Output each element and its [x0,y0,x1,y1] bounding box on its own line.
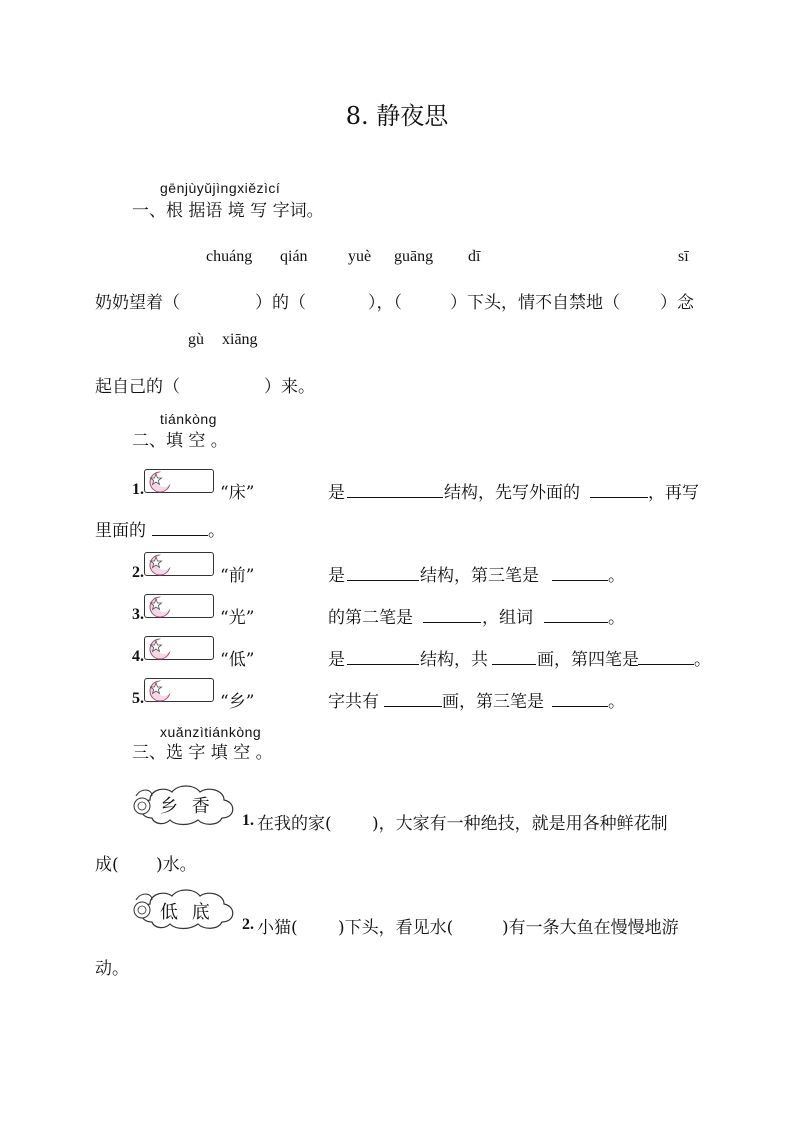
item3-blank-2[interactable] [544,606,608,623]
item4-text-a: 是 [328,650,345,670]
star-tag-2 [144,552,214,576]
item1-num: 1. [132,481,144,498]
item1-char: “床” [220,483,255,503]
s1-line2-a: 起自己的（ [95,377,180,397]
item2-blank-2[interactable] [552,564,608,581]
s1-line2-b: ）来。 [264,377,315,397]
item3-text-c: 。 [608,608,625,628]
q1-text-d: 成( [95,855,119,875]
q1-text-e: )水。 [156,855,197,875]
s1-line1-b: ）的（ [255,293,306,313]
star-tag-5 [144,678,214,702]
section1-heading: 一、根 据语 境 写 字词。 [132,201,324,221]
item1-text-a: 是 [328,483,345,503]
item5-text-b: 画，第三笔是 [442,692,544,712]
pinyin-chuang: chuáng [206,248,253,265]
item5-num: 5. [132,690,144,707]
item1-blank-1[interactable] [347,481,443,498]
item2-text-a: 是 [328,566,345,586]
item2-num: 2. [132,564,144,581]
item3-text-a: 的第二笔是 [328,608,413,628]
item4-blank-3[interactable] [638,648,694,665]
item2-text-c: 。 [608,566,625,586]
item1-cont-b: 。 [208,521,225,541]
star-moon-icon [147,551,173,577]
item5-char: “乡” [220,692,255,712]
item3-text-b: ，组词 [482,608,533,628]
section3-pinyin: xuǎnzìtiánkòng [160,724,262,740]
item5-blank-1[interactable] [384,690,442,707]
item4-blank-1[interactable] [347,648,419,665]
s1-line1-e: ）念 [660,293,694,313]
pinyin-yue: yuè [348,248,372,265]
item1-text-b: 结构，先写外面的 [444,483,580,503]
item5-blank-2[interactable] [552,690,608,707]
item2-text-b: 结构，第三笔是 [420,566,539,586]
item1-blank-2[interactable] [590,481,648,498]
star-tag-4 [144,636,214,660]
q2-text-c: )下头，看见水( [338,918,454,938]
item1-text-c: ，再写 [648,483,699,503]
item4-text-b: 结构，共 [420,650,488,670]
item4-text-c: 画，第四笔是 [537,650,639,670]
q2-num: 2. [242,916,254,933]
pinyin-qian: qián [280,248,308,265]
item4-char: “低” [220,650,255,670]
item2-blank-1[interactable] [347,564,419,581]
item4-blank-2[interactable] [492,648,536,665]
star-moon-icon [147,635,173,661]
page-title: 8. 静夜思 [345,102,449,130]
star-tag-1 [144,469,214,493]
pinyin-si: sī [678,248,689,265]
pinyin-xiang: xiāng [222,331,258,348]
item3-char: “光” [220,608,255,628]
pinyin-di: dī [468,248,481,265]
q2-text-d: )有一条大鱼在慢慢地游 [502,918,679,938]
s1-line1-c: ），（ [368,293,402,313]
s1-line1-a: 奶奶望着（ [95,293,180,313]
section3-heading: 三、选 字 填 空 。 [132,743,273,763]
q1-text-b: 在我的家( [257,814,332,834]
star-tag-3 [144,594,214,618]
item4-num: 4. [132,648,144,665]
star-moon-icon [147,593,173,619]
q2-text-e: 动。 [95,959,129,979]
item1-blank-3[interactable] [152,519,208,536]
item3-num: 3. [132,606,144,623]
q1-text-c: )，大家有一种绝技，就是用各种鲜花制 [372,814,668,834]
q2-text-b: 小猫( [257,918,298,938]
item5-text-a: 字共有 [328,692,379,712]
item5-text-c: 。 [608,692,625,712]
section1-pinyin: gēnjùyǔjìngxiězìcí [160,180,281,196]
q1-choices: 乡 香 [160,796,214,817]
item4-text-d: 。 [694,650,711,670]
pinyin-guang: guāng [394,248,434,265]
q2-choices: 低 底 [160,902,214,923]
section2-heading: 二、填 空 。 [132,431,228,451]
item2-char: “前” [220,566,255,586]
item3-blank-1[interactable] [423,606,481,623]
item1-cont-a: 里面的 [95,521,146,541]
s1-line1-d: ）下头，情不自禁地（ [450,293,620,313]
section2-pinyin: tiánkòng [160,411,217,427]
q1-num: 1. [242,812,254,829]
star-moon-icon [147,468,173,494]
pinyin-gu: gù [188,331,204,348]
star-moon-icon [147,677,173,703]
